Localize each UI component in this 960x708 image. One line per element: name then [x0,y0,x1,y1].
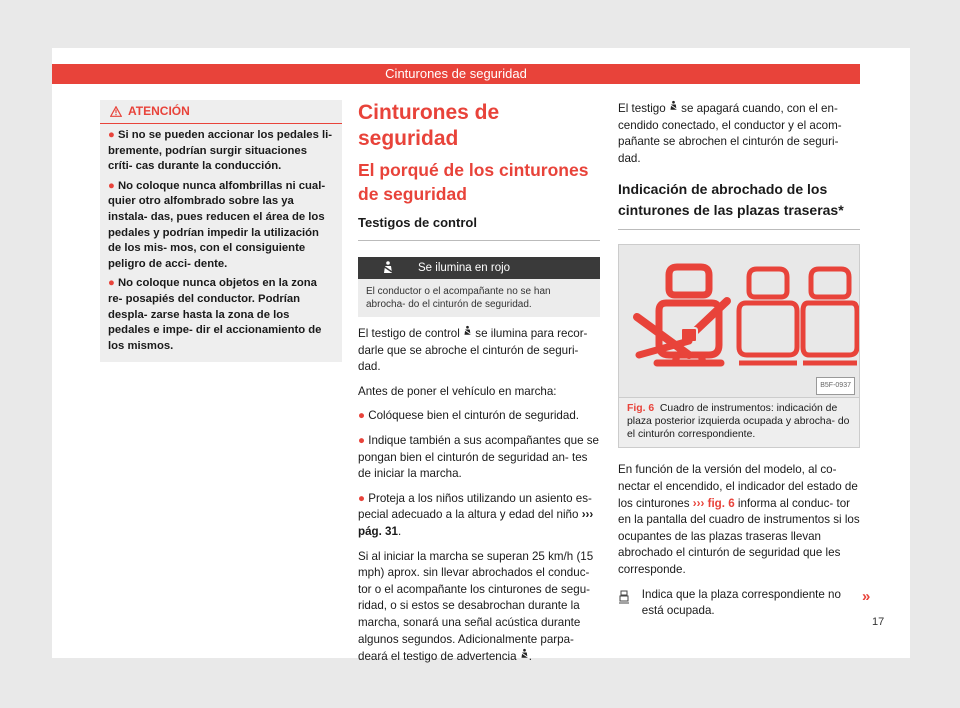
list-item: ● Indique también a sus acompañantes que se pongan bien el cinturón de seguridad an- tes de iniciar la marcha. [358,433,599,481]
column-middle [358,100,600,666]
warning-heading [100,100,342,124]
lamp-note: El conductor o el acompañante no se han abrocha- do el cinturón de seguridad. [358,279,600,317]
seatbelt-warning-icon [520,648,529,660]
warning-box [100,100,342,362]
warning-heading-text: ATENCIÓN [128,104,190,118]
seat-unoccupied-icon [618,587,642,619]
indicator-text: Indica que la plaza correspondiente no está ocupada. [641,587,841,617]
warning-item: ● Si no se pueden accionar los pedales li- bremente, podrían surgir situaciones críti- cas durante la conducción. [108,129,333,173]
indicator-legend [618,587,860,619]
bullet-icon: ● [358,491,369,505]
list-item: ● Proteja a los niños utilizando un asiento es- pecial adecuado a la altura y edad del niño ››› pág. 31. [358,491,594,538]
seatbelt-warning-icon [358,261,418,275]
column-right [618,100,860,619]
bullet-icon: ● [358,409,369,423]
seatbelt-strap-icon [637,301,727,355]
figure-caption: Fig. 6 Cuadro de instrumentos: indicación de plaza posterior izquierda ocupada y abrocha- do el cinturón correspondiente. [619,397,859,447]
page-number: 17 [872,616,885,628]
page-title: Cinturones de seguridad [358,101,500,150]
bullet-icon: ● [108,277,118,290]
warning-triangle-icon [110,106,122,117]
paragraph: El testigo de control se ilumina para recor- darle que se abroche el cinturón de seguri- dad. [358,327,588,374]
list-item: ● Colóquese bien el cinturón de seguridad. [358,409,579,423]
column-left [100,100,342,362]
bullet-icon: ● [108,129,118,141]
figure-number: Fig. 6 [627,403,655,415]
seatbelt-warning-icon [669,100,678,112]
lamp-label: Se ilumina en rojo [418,262,511,274]
bullet-icon: ● [358,433,369,447]
indicator-lamp-bar [358,257,600,279]
seatbelt-warning-icon [463,325,472,337]
figure-illustration [619,245,859,397]
paragraph: El testigo se apagará cuando, con el en- cendido conectado, el conductor y el acom- pañante se abrochen el cinturón de seguri- dad. [618,102,842,165]
section-subtitle: El porqué de los cinturones de seguridad [358,160,589,204]
rear-seatbelt-indicator-illustration [619,245,859,397]
page-reference-link[interactable]: ››› pág. 31 [358,508,594,538]
middle-seat-icon [739,269,797,363]
warning-item: ● No coloque nunca alfombrillas ni cual- quier otro alfombrado sobre las ya instala- das, pues reducen el área de los pedales y podrían impedir la utilización de los mis- mos, con el consiguiente peligro de acci- dente. [108,179,326,270]
paragraph: Si al iniciar la marcha se superan 25 km/h (15 mph) aprox. sin llevar abrochados el conduc- tor o el acompañante los cinturones de segu- ridad, o si estos se desabrochan durante la marcha, sonará una señal acústica durante algunos segundos. Adicionalmente parpa- deará el testigo de advertencia . [358,549,594,664]
continue-arrow-icon: » [862,588,871,605]
figure [618,244,860,448]
right-seat-icon [803,269,857,363]
figure-code: B5F-0937 [816,377,855,395]
section-heading: Testigos de control [358,214,600,241]
warning-item: ● No coloque nunca objetos en la zona re- posapiés del conductor. Podrían despla- zarse hasta la zona de los pedales e impe- dir el accionamiento de los mismos. [108,277,322,352]
figure-reference-link[interactable]: ››› fig. 6 [692,496,735,510]
section-heading: Indicación de abrochado de los cinturones de las plazas traseras* [618,179,860,230]
page-header: Cinturones de seguridad [52,64,860,84]
paragraph: En función de la versión del modelo, al co- nectar el encendido, el indicador del estado de los cinturones ››› fig. 6 informa al conduc- tor en la pantalla del cuadro de instrumentos si los ocupantes de las plazas traseras llevan abrochado el cinturón de seguridad que les corresponde. [618,463,860,576]
bullet-icon: ● [108,179,118,192]
paragraph: Antes de poner el vehículo en marcha: [358,384,557,398]
